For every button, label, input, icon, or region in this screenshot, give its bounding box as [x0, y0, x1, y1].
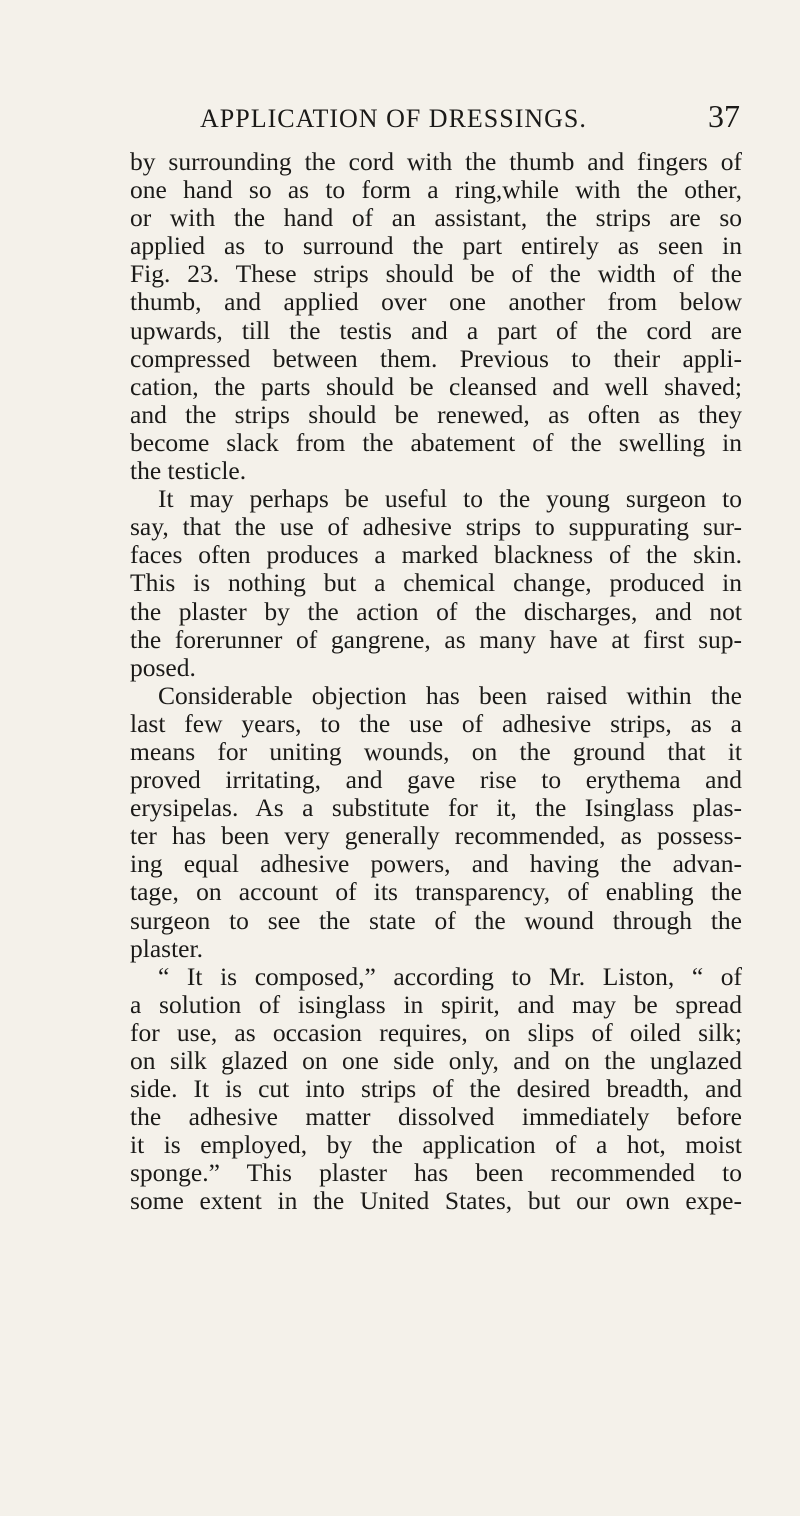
text-line: for use, as occasion requires, on slips of oiled silk;	[130, 1017, 742, 1047]
text-line: a solution of isinglass in spirit, and may be spread	[130, 989, 742, 1019]
text-line: one hand so as to form a ring,while with the other,	[130, 175, 742, 205]
text-line: or with the hand of an assistant, the strips are so	[130, 203, 742, 233]
text-line: ing equal adhesive powers, and having the advan-	[130, 849, 742, 879]
text-line: sponge.” This plaster has been recommended to	[130, 1158, 742, 1188]
text-line: the plaster by the action of the discharges, and not	[130, 596, 742, 626]
text-line: the testicle.	[130, 456, 247, 486]
text-line: plaster.	[130, 933, 203, 963]
page-number: 37	[708, 98, 740, 134]
paragraph-start: It may perhaps be useful to the young surgeon to	[158, 484, 742, 514]
text-line: Fig. 23. These strips should be of the width of the	[130, 259, 742, 289]
text-line: This is nothing but a chemical change, produced in	[130, 568, 742, 598]
text-line: on silk glazed on one side only, and on the unglazed	[130, 1046, 742, 1075]
text-line: compressed between them. Previous to their appli-	[130, 343, 742, 373]
body-text	[130, 148, 742, 1216]
text-line: the forerunner of gangrene, as many have at first sup-	[130, 624, 742, 654]
text-line: some extent in the United States, but our own expe-	[130, 1186, 742, 1216]
text-line: the adhesive matter dissolved immediately before	[130, 1102, 742, 1132]
text-line: say, that the use of adhesive strips to suppurating sur-	[130, 512, 742, 542]
text-line: posed.	[130, 652, 196, 682]
text-line: proved irritating, and gave rise to erythema and	[130, 765, 742, 795]
text-line: become slack from the abatement of the swelling in	[130, 427, 742, 457]
text-line: last few years, to the use of adhesive strips, as a	[130, 708, 742, 738]
text-line: means for uniting wounds, on the ground that it	[130, 736, 742, 766]
text-line: thumb, and applied over one another from below	[130, 287, 742, 317]
text-line: erysipelas. As a substitute for it, the Isinglass plas-	[130, 793, 742, 823]
text-line: faces often produces a marked blackness of the skin.	[130, 540, 742, 570]
text-line: cation, the parts should be cleansed and well shaved;	[130, 371, 742, 401]
paragraph-start: “ It is composed,” according to Mr. Liston, “ of	[158, 961, 742, 991]
text-line: surgeon to see the state of the wound through the	[130, 905, 742, 935]
text-line: and the strips should be renewed, as often as they	[130, 399, 742, 429]
text-line: by surrounding the cord with the thumb and fingers of	[130, 147, 742, 176]
paragraph-start: Considerable objection has been raised within the	[158, 680, 742, 710]
text-line: upwards, till the testis and a part of the cord are	[130, 315, 742, 345]
chapter-title: APPLICATION OF DRESSINGS.	[200, 104, 587, 133]
running-head	[200, 98, 740, 138]
text-line: applied as to surround the part entirely as seen in	[130, 231, 742, 261]
text-line: tage, on account of its transparency, of enabling the	[130, 877, 742, 907]
text-line: side. It is cut into strips of the desired breadth, and	[130, 1074, 742, 1104]
text-line: ter has been very generally recommended, as possess-	[130, 821, 742, 851]
text-line: it is employed, by the application of a hot, moist	[130, 1130, 742, 1160]
